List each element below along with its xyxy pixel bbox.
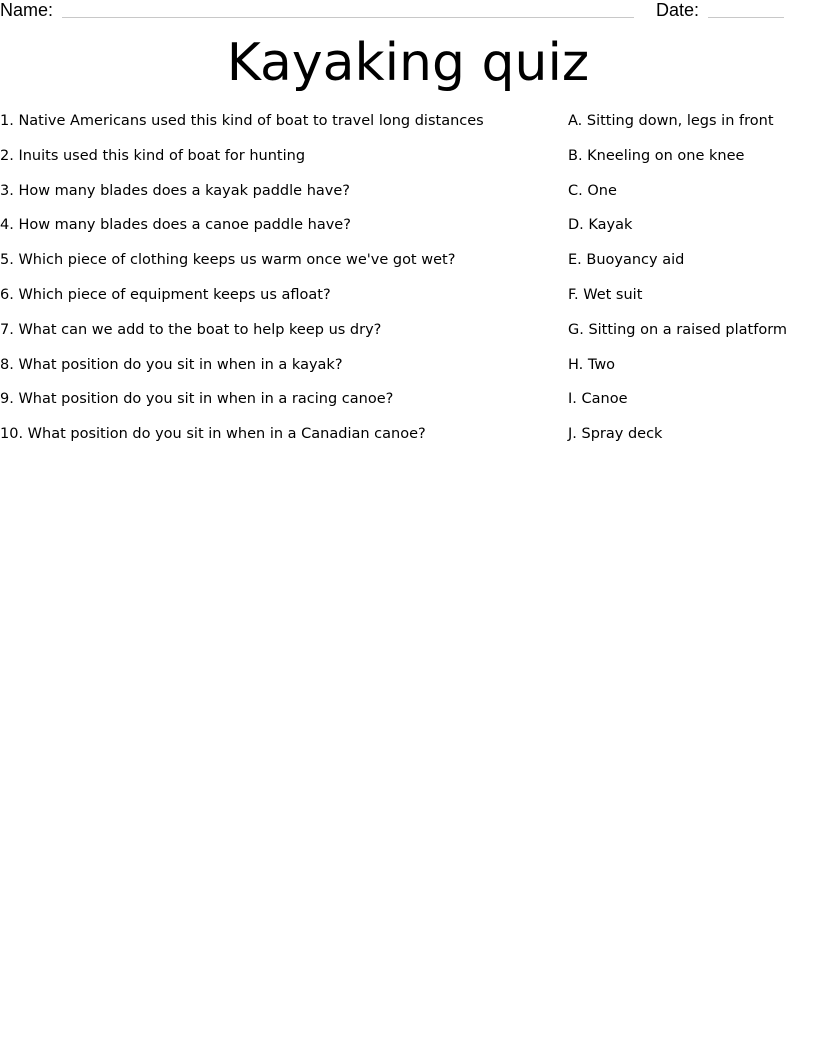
- answer-item: A. Sitting down, legs in front: [568, 113, 774, 129]
- answer-item: B. Kneeling on one knee: [568, 147, 745, 164]
- question-item: 8. What position do you sit in when in a kayak?: [0, 356, 343, 373]
- answers-list: [568, 111, 816, 459]
- question-item: 1. Native Americans used this kind of boat to travel long distances: [0, 113, 484, 129]
- answer-item: E. Buoyancy aid: [568, 252, 685, 269]
- question-item: 6. Which piece of equipment keeps us afloat?: [0, 286, 331, 303]
- answer-item: H. Two: [568, 356, 616, 373]
- question-item: 3. How many blades does a kayak paddle have?: [0, 182, 350, 199]
- question-item: 10. What position do you sit in when in a Canadian canoe?: [0, 426, 426, 443]
- question-item: 2. Inuits used this kind of boat for hunting: [0, 147, 306, 164]
- question-item: 7. What can we add to the boat to help keep us dry?: [0, 321, 382, 338]
- question-item: 4. How many blades does a canoe paddle have?: [0, 217, 351, 234]
- answer-item: I. Canoe: [568, 391, 628, 408]
- name-label: Name:: [0, 0, 54, 20]
- answer-item: J. Spray deck: [568, 426, 663, 443]
- answer-item: C. One: [568, 182, 617, 199]
- question-item: 9. What position do you sit in when in a racing canoe?: [0, 391, 394, 408]
- questions-list: [0, 111, 560, 459]
- date-blank-line: [708, 17, 784, 18]
- name-blank-line: [62, 17, 634, 18]
- answer-item: G. Sitting on a raised platform: [568, 321, 788, 338]
- page-title: Kayaking quiz: [226, 33, 590, 93]
- worksheet-header: [0, 0, 816, 22]
- question-item: 5. Which piece of clothing keeps us warm once we've got wet?: [0, 252, 456, 269]
- answer-item: F. Wet suit: [568, 286, 643, 303]
- answer-item: D. Kayak: [568, 217, 633, 234]
- date-label: Date:: [656, 0, 700, 20]
